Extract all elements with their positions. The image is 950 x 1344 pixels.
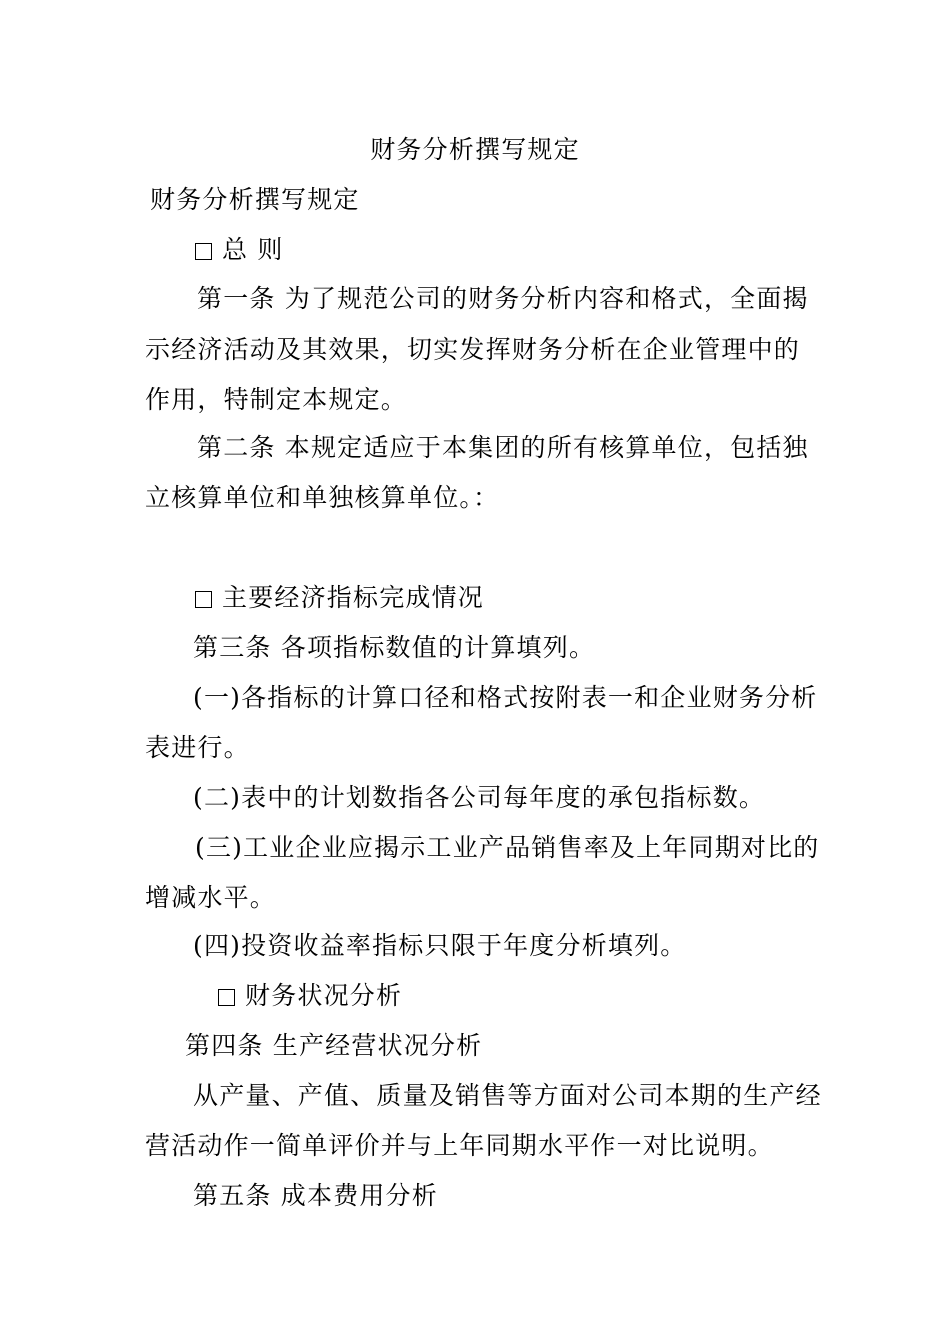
article-2-line-2: 立核算单位和单独核算单位。： <box>145 483 500 512</box>
article-5: 第五条 成本费用分析 <box>193 1181 438 1210</box>
article-1-line-2: 示经济活动及其效果，切实发挥财务分析在企业管理中的 <box>145 335 801 364</box>
checkbox-square-icon <box>195 591 212 608</box>
article-1-line-1: 第一条 为了规范公司的财务分析内容和格式，全面揭 <box>197 284 809 313</box>
item-4: (四)投资收益率指标只限于年度分析填列。 <box>193 931 687 960</box>
article-4: 第四条 生产经营状况分析 <box>185 1031 483 1060</box>
section-label: 总 则 <box>222 235 284 264</box>
article-4-body-line-1: 从产量、产值、质量及销售等方面对公司本期的生产经 <box>193 1081 822 1110</box>
item-1-line-2: 表进行。 <box>145 733 250 762</box>
item-3-line-2: 增减水平。 <box>145 883 277 912</box>
article-1-line-3: 作用，特制定本规定。 <box>145 385 408 414</box>
checkbox-square-icon <box>218 989 235 1006</box>
item-2: (二)表中的计划数指各公司每年度的承包指标数。 <box>193 783 766 812</box>
checkbox-square-icon <box>195 243 212 260</box>
section-label: 财务状况分析 <box>245 981 403 1010</box>
item-3-line-1: (三)工业企业应揭示工业产品销售率及上年同期对比的 <box>195 833 820 862</box>
document-title: 财务分析撰写规定 <box>370 135 580 164</box>
section-label: 主要经济指标完成情况 <box>222 583 485 612</box>
section-heading-financial <box>218 980 402 1012</box>
item-1-line-1: (一)各指标的计算口径和格式按附表一和企业财务分析 <box>193 683 818 712</box>
document-subtitle: 财务分析撰写规定 <box>150 185 360 214</box>
section-heading-indicators <box>195 582 484 614</box>
article-4-body-line-2: 营活动作一简单评价并与上年同期水平作一对比说明。 <box>145 1131 774 1160</box>
section-heading-general <box>195 234 284 266</box>
article-2-line-1: 第二条 本规定适应于本集团的所有核算单位，包括独 <box>197 433 809 462</box>
article-3: 第三条 各项指标数值的计算填列。 <box>193 633 596 662</box>
